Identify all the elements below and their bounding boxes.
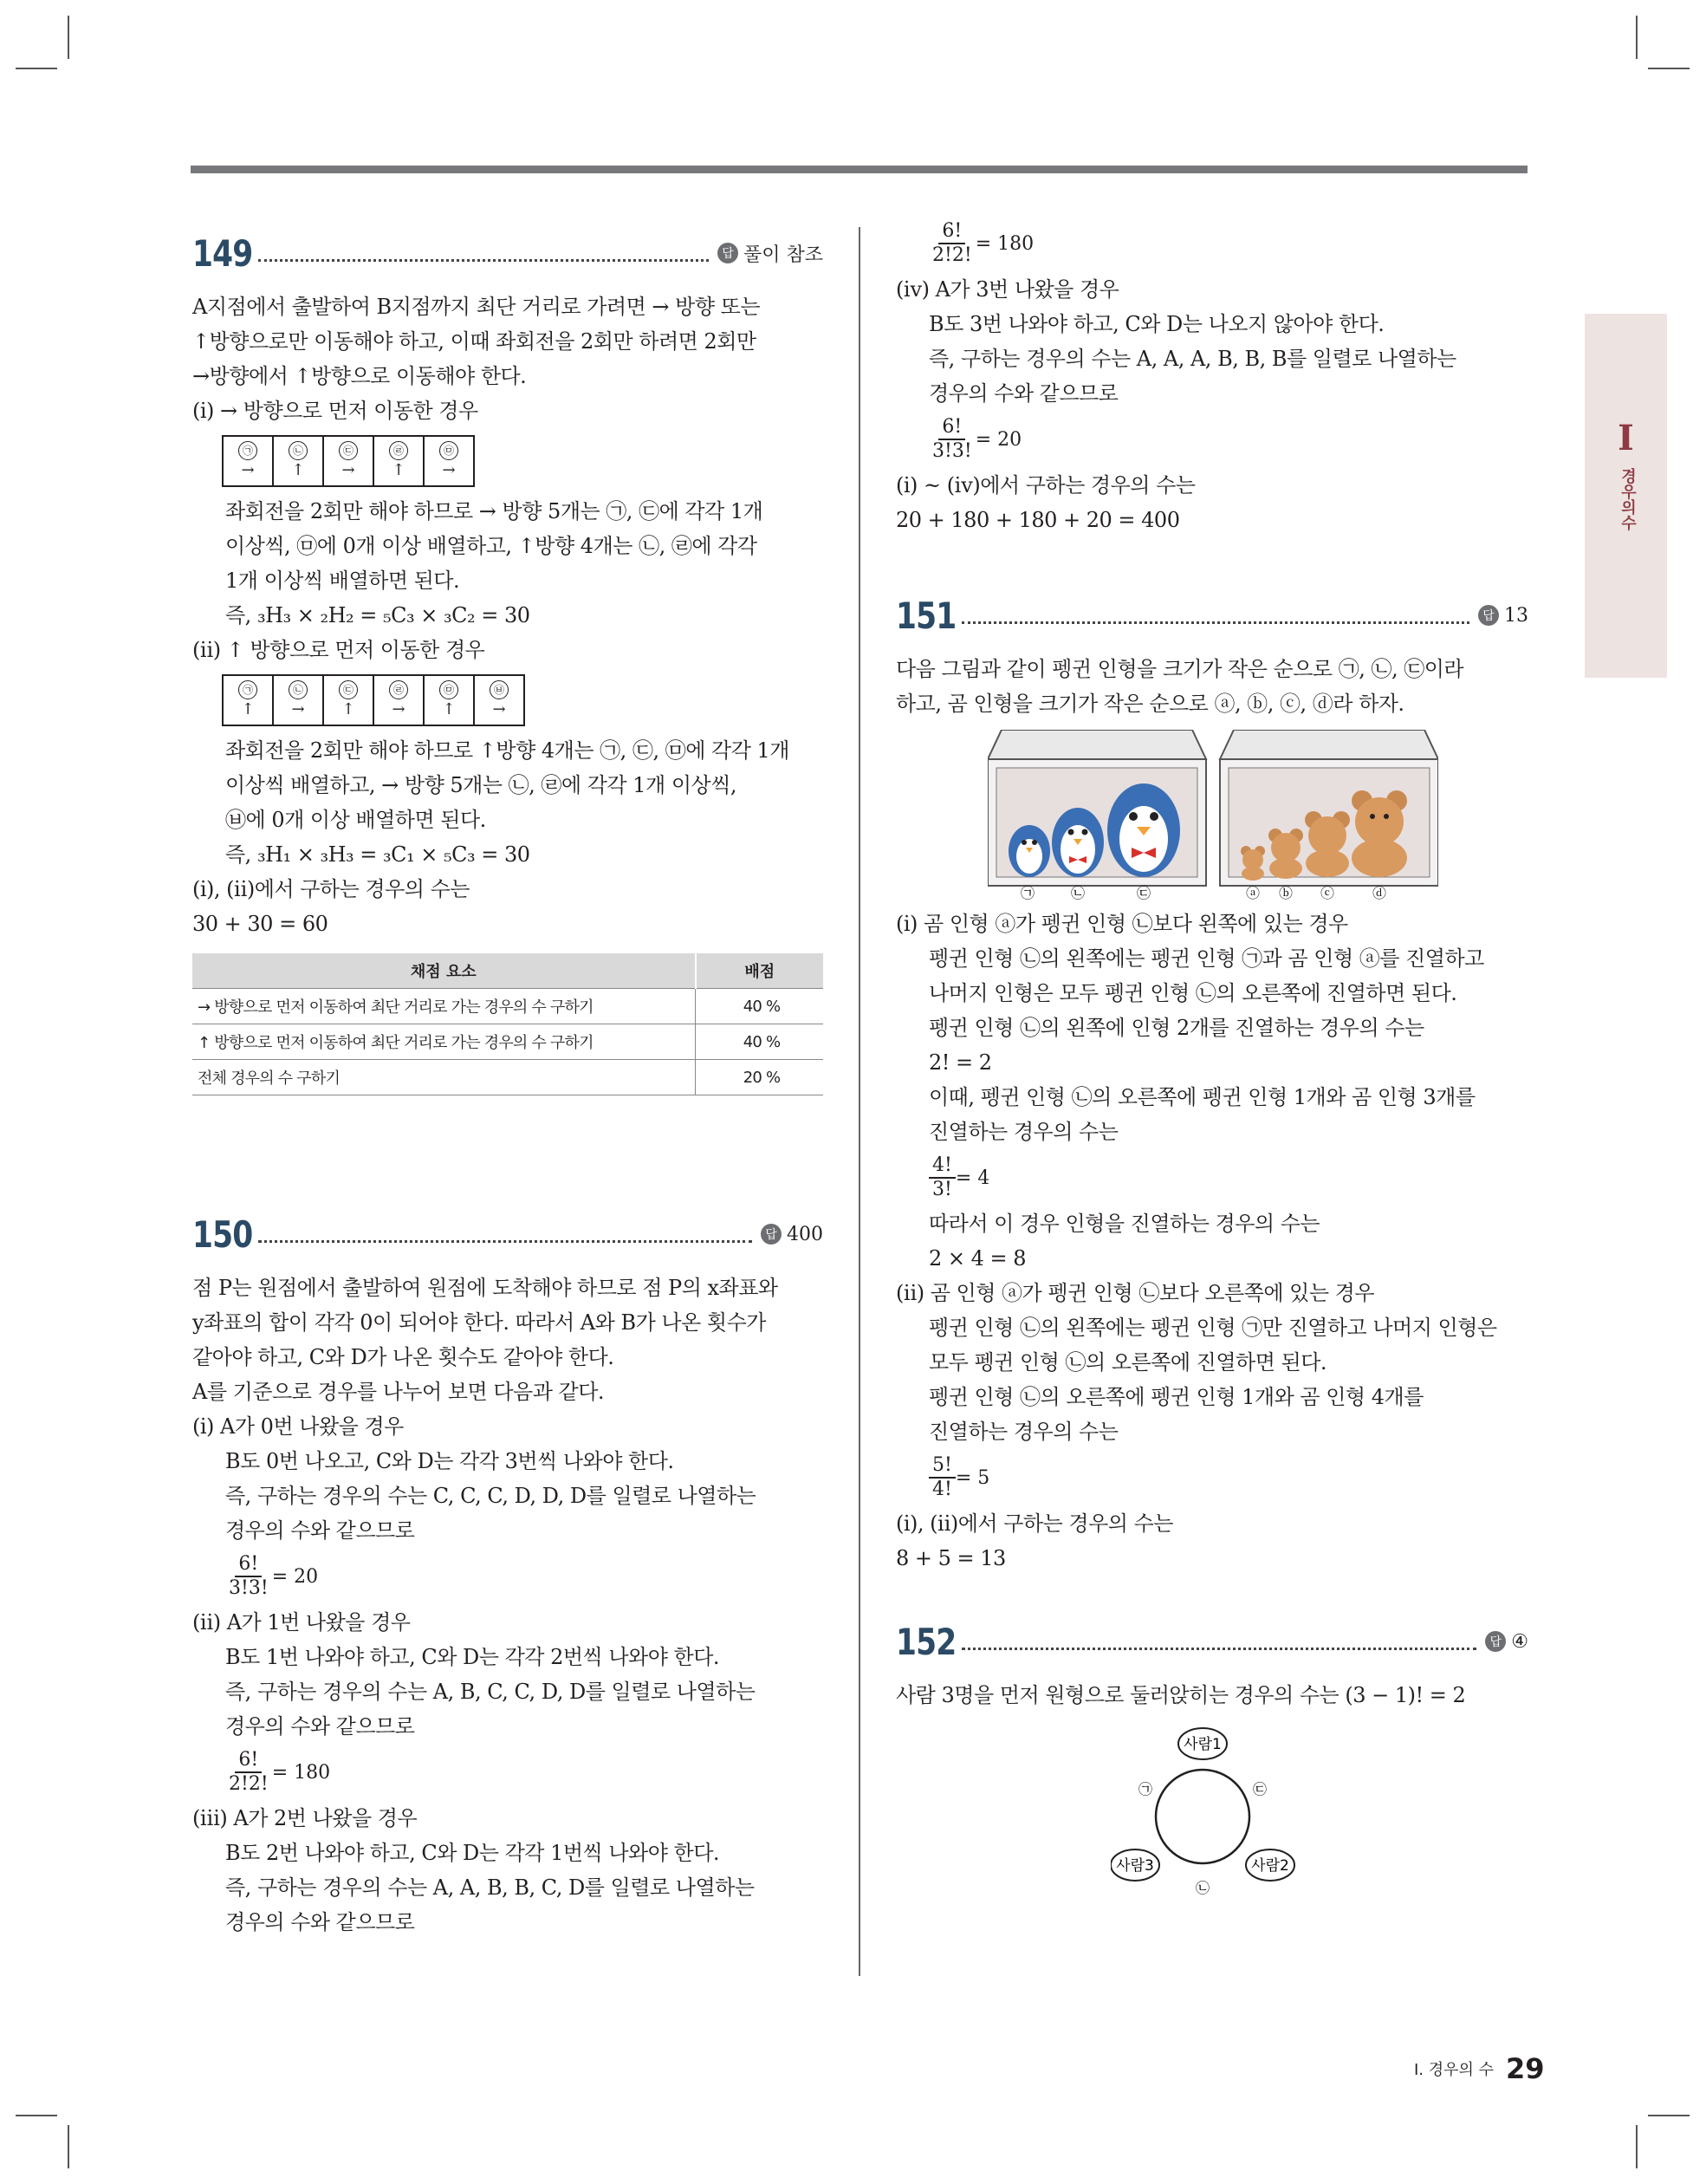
answer-badge-icon: 답 [1478,605,1499,626]
case-heading: (ⅱ) A가 1번 나왔을 경우 [192,1610,411,1635]
formula-line: 2 × 4 = 8 [929,1246,1027,1271]
dotted-leader [962,621,1469,624]
answer-label [1485,1631,1528,1653]
gap-label: ㉡ [1195,1880,1210,1896]
arrow-table-1 [222,435,475,487]
arrow-icon: ↑ [341,700,355,718]
denominator: 3!3! [229,1577,269,1599]
text-line: 펭귄 인형 ㉡의 오른쪽에 펭귄 인형 1개와 곰 인형 4개를 [929,1385,1424,1409]
arrow-cell [224,437,274,485]
arrow-cell [324,437,374,485]
fraction [929,1154,956,1201]
penguin-large [1107,783,1180,877]
person-label: 사람3 [1116,1857,1154,1875]
text-line: 다음 그림과 같이 펭귄 인형을 크기가 작은 순으로 ㉠, ㉡, ㉢이라 [896,657,1464,681]
case-heading: (ⅳ) A가 3번 나왔을 경우 [896,277,1119,302]
numerator: 6! [938,220,965,244]
arrow-cell [374,676,425,725]
problem-header [192,227,823,279]
arrow-cell [374,437,425,485]
bear-label: ⓑ [1278,885,1294,900]
table-cell: → 방향으로 먼저 이동하여 최단 거리로 가는 경우의 수 구하기 [192,989,696,1024]
chapter-roman-numeral: I [1618,418,1634,458]
person-3 [1111,1849,1159,1881]
text-line: 즉, 구하는 경우의 수는 A, A, A, B, B, B를 일렬로 나열하는 [929,347,1456,371]
text-line: 좌회전을 2회만 해야 하므로 → 방향 5개는 ㉠, ㉢에 각각 1개 [225,499,763,523]
text-line: ㉥에 0개 이상 배열하면 된다. [225,808,486,832]
denominator: 2!2! [932,244,972,266]
table-header-row [192,953,823,989]
fraction-result: = 20 [975,428,1022,451]
dotted-leader [258,1240,752,1243]
text-line: 즉, 구하는 경우의 수는 A, A, B, B, C, D를 일렬로 나열하는 [225,1875,755,1900]
text-line: →방향에서 ↑방향으로 이동해야 한다. [192,364,527,388]
case-heading: (ⅰ) → 방향으로 먼저 이동한 경우 [192,399,478,423]
arrow-cell [425,437,473,485]
fraction [929,220,976,267]
answer-text: 풀이 참조 [743,244,823,266]
fraction [929,1454,956,1501]
answer-text: 400 [787,1223,823,1245]
text-line: 경우의 수와 같으므로 [225,1910,415,1934]
bear-label: ⓐ [1245,885,1261,900]
text-line: 즉, 구하는 경우의 수는 C, C, C, D, D, D를 일렬로 나열하는 [225,1484,756,1508]
arrow-icon: → [241,461,255,479]
problem-header [896,1615,1528,1667]
text-line: A를 기준으로 경우를 나누어 보면 다음과 같다. [192,1380,605,1404]
cell-label: ㉠ [238,680,257,699]
penguin-label: ㉡ [1070,885,1086,900]
text-line: 이때, 펭귄 인형 ㉡의 오른쪽에 펭귄 인형 1개와 곰 인형 3개를 [929,1085,1476,1109]
arrow-icon: → [442,461,456,479]
fraction [929,416,976,463]
fraction-result: = 4 [955,1167,990,1189]
arrow-icon: → [291,700,305,718]
case-heading: (ⅲ) A가 2번 나왔을 경우 [192,1806,418,1830]
penguin-medium [1052,808,1104,877]
table-row [192,989,823,1024]
text-line: B도 1번 나와야 하고, C와 D는 각각 2번씩 나와야 한다. [225,1645,720,1669]
answer-badge-icon: 답 [1485,1631,1506,1652]
text-line: B도 2번 나와야 하고, C와 D는 각각 1번씩 나와야 한다. [225,1841,720,1865]
table-cell: 20 % [696,1060,824,1095]
arrow-icon: ↑ [392,461,405,479]
arrow-icon: ↑ [241,700,255,718]
crop-mark [68,2125,69,2168]
cell-label: ㉤ [439,441,458,460]
problem-number: 152 [896,1620,957,1663]
cell-label: ㉣ [389,680,408,699]
formula-line: 8 + 5 = 13 [896,1546,1006,1570]
cell-label: ㉢ [339,441,358,460]
arrow-icon: → [341,461,355,479]
chapter-title-vertical: 경우의수 [1618,468,1637,530]
table-cell: 전체 경우의 수 구하기 [192,1060,696,1095]
text-line: ↑방향으로만 이동해야 하고, 이때 좌회전을 2회만 하려면 2회만 [192,329,756,354]
fraction-formula [192,1548,823,1605]
numerator: 6! [235,1749,262,1773]
answer-badge-icon: 답 [717,243,738,263]
text-line: 진열하는 경우의 수는 [929,1420,1119,1444]
answer-text: ④ [1511,1630,1528,1653]
text-line: 점 P는 원점에서 출발하여 원점에 도착해야 하므로 점 P의 x좌표와 [192,1276,778,1300]
arrow-cell [324,676,374,725]
arrow-icon: ↑ [442,700,456,718]
fraction-result: = 20 [271,1565,319,1588]
dotted-leader [962,1648,1476,1650]
text-line: 모두 펭귄 인형 ㉡의 오른쪽에 진열하면 된다. [929,1350,1327,1375]
text-line: A지점에서 출발하여 B지점까지 최단 거리로 가려면 → 방향 또는 [192,295,761,319]
arrow-icon: ↑ [291,461,305,479]
circle-seating-diagram [1111,1723,1528,1900]
chapter-side-tab [1585,314,1667,678]
footer-chapter: I. 경우의 수 [1414,2061,1495,2079]
bear-label: ⓓ [1372,885,1387,900]
bear-a [1241,846,1265,881]
fraction-formula [896,1449,1528,1506]
numerator: 6! [938,416,965,440]
cell-label: ㉡ [289,441,308,460]
text-line: 같아야 하고, C와 D가 나온 횟수도 같아야 한다. [192,1345,614,1369]
doll-figure [988,730,1528,903]
bear-b [1268,829,1303,879]
bear-box [1220,730,1438,900]
top-rule [191,166,1528,173]
penguin-label: ㉠ [1020,885,1035,900]
crop-mark [68,16,69,59]
crop-mark [1636,2125,1638,2168]
gap-label: ㉠ [1138,1781,1153,1797]
text-line: 펭귄 인형 ㉡의 왼쪽에 인형 2개를 진열하는 경우의 수는 [929,1016,1424,1040]
text-line: 이상씩 배열하고, → 방향 5개는 ㉡, ㉣에 각각 1개 이상씩, [225,773,737,797]
text-line: 하고, 곰 인형을 크기가 작은 순으로 ⓐ, ⓑ, ⓒ, ⓓ라 하자. [896,692,1404,716]
text-line: 나머지 인형은 모두 펭귄 인형 ㉡의 오른쪽에 진열하면 된다. [929,981,1457,1005]
numerator: 5! [929,1454,956,1479]
crop-mark [1636,16,1638,59]
cell-label: ㉥ [490,680,509,699]
doll-shelves-illustration [988,730,1438,900]
problem-151 [896,589,1528,1576]
person-2 [1246,1849,1294,1881]
formula-line: 즉, ₃H₃ × ₂H₂ = ₅C₃ × ₃C₂ = 30 [225,603,530,627]
arrow-table-2 [222,674,525,726]
fraction [225,1749,272,1796]
table-cell: ↑ 방향으로 먼저 이동하여 최단 거리로 가는 경우의 수 구하기 [192,1024,696,1060]
table-header: 채점 요소 [192,953,696,989]
arrow-icon: → [392,700,405,718]
formula-line: 2! = 2 [929,1050,992,1075]
person-label: 사람2 [1251,1857,1289,1875]
crop-mark [16,2115,57,2116]
answer-label [1478,605,1528,627]
fraction [225,1553,272,1600]
round-table [1156,1770,1249,1863]
fraction-result: = 180 [271,1761,331,1784]
scoring-table [192,953,823,1095]
fraction-formula [896,1149,1528,1206]
page-footer [1414,2052,1545,2085]
text-line: 진열하는 경우의 수는 [929,1120,1119,1144]
gap-label: ㉢ [1252,1781,1268,1797]
text-line: 따라서 이 경우 인형을 진열하는 경우의 수는 [929,1212,1320,1236]
bear-c [1305,811,1350,877]
dotted-leader [258,259,709,262]
person-label: 사람1 [1184,1736,1222,1753]
text-line: 즉, 구하는 경우의 수는 A, B, C, C, D, D를 일렬로 나열하는 [225,1680,756,1704]
problem-number: 150 [192,1212,253,1256]
cell-label: ㉡ [289,680,308,699]
answer-text: 13 [1504,604,1528,627]
answer-badge-icon: 답 [761,1224,782,1245]
right-column [896,220,1528,1900]
text-line: B도 3번 나와야 하고, C와 D는 나오지 않아야 한다. [929,312,1385,336]
arrow-cell [274,676,324,725]
text-line: 경우의 수와 같으므로 [225,1518,415,1543]
arrow-cell [224,676,274,725]
cell-label: ㉣ [389,441,408,460]
text-line: (ⅰ), (ⅱ)에서 구하는 경우의 수는 [896,1511,1173,1536]
table-row [192,1060,823,1095]
arrow-icon: → [492,700,506,718]
denominator: 3!3! [932,440,972,462]
answer-label [717,240,823,267]
answer-label [761,1224,823,1245]
case-heading: (ⅱ) 곰 인형 ⓐ가 펭귄 인형 ㉡보다 오른쪽에 있는 경우 [896,1281,1375,1305]
problem-header [896,589,1528,641]
text-line: 펭귄 인형 ㉡의 왼쪽에는 펭귄 인형 ㉠과 곰 인형 ⓐ를 진열하고 [929,946,1484,971]
denominator: 4! [932,1479,952,1500]
problem-152 [896,1615,1528,1900]
cell-label: ㉠ [238,441,257,460]
table-cell: 40 % [696,1024,824,1060]
problem-149 [192,227,823,1095]
arrow-cell [475,676,523,725]
formula-line: 즉, ₃H₁ × ₃H₃ = ₃C₁ × ₅C₃ = 30 [225,842,530,867]
table-cell: 40 % [696,989,824,1024]
text-line: y좌표의 합이 각각 0이 되어야 한다. 따라서 A와 B가 나온 횟수가 [192,1310,766,1335]
crop-mark [1648,2115,1690,2116]
fraction-formula [896,411,1528,468]
cell-label: ㉢ [339,680,358,699]
text-line: 좌회전을 2회만 해야 하므로 ↑방향 4개는 ㉠, ㉢, ㉤에 각각 1개 [225,738,789,763]
fraction-result: = 180 [975,232,1035,255]
fraction-formula [192,1744,823,1801]
text-line: B도 0번 나오고, C와 D는 각각 3번씩 나와야 한다. [225,1449,674,1473]
denominator: 3! [932,1179,952,1200]
page-number: 29 [1506,2052,1545,2085]
text-line: (ⅰ) ~ (ⅳ)에서 구하는 경우의 수는 [896,473,1196,497]
case-heading: (ⅱ) ↑ 방향으로 먼저 이동한 경우 [192,638,485,662]
formula-line: 20 + 180 + 180 + 20 = 400 [896,508,1180,532]
text-line: 사람 3명을 먼저 원형으로 둘러앉히는 경우의 수는 (3 − 1)! = 2 [896,1683,1466,1707]
text-line: 경우의 수와 같으므로 [225,1714,415,1739]
fraction-result: = 5 [955,1466,990,1489]
fraction-formula [896,215,1528,272]
penguin-box [988,730,1206,900]
penguin-label: ㉢ [1136,885,1151,900]
crop-mark [1648,68,1690,69]
numerator: 4! [929,1154,956,1179]
bear-d [1352,790,1407,877]
formula-line: 30 + 30 = 60 [192,912,328,936]
numerator: 6! [235,1553,262,1577]
table-row [192,1024,823,1060]
problem-150 [192,1208,823,1940]
arrow-cell [274,437,324,485]
cell-label: ㉤ [439,680,458,699]
text-line: (ⅰ), (ⅱ)에서 구하는 경우의 수는 [192,877,470,901]
text-line: 이상씩, ㉤에 0개 이상 배열하고, ↑방향 4개는 ㉡, ㉣에 각각 [225,534,757,558]
arrow-cell [425,676,475,725]
case-heading: (ⅰ) A가 0번 나왔을 경우 [192,1414,404,1439]
table-header: 배점 [696,953,824,989]
problem-header [192,1208,823,1260]
seating-circle-svg [1111,1723,1310,1896]
bear-label: ⓒ [1320,885,1335,900]
text-line: 펭귄 인형 ㉡의 왼쪽에는 펭귄 인형 ㉠만 진열하고 나머지 인형은 [929,1316,1497,1340]
penguin-small [1009,825,1050,877]
problem-number: 151 [896,594,957,637]
left-column [192,227,823,1940]
problem-number: 149 [192,231,253,275]
text-line: 1개 이상씩 배열하면 된다. [225,569,460,593]
column-divider [859,227,860,1976]
person-1 [1178,1728,1227,1759]
case-heading: (ⅰ) 곰 인형 ⓐ가 펭귄 인형 ㉡보다 왼쪽에 있는 경우 [896,912,1348,936]
crop-mark [16,68,57,69]
denominator: 2!2! [229,1773,269,1795]
text-line: 경우의 수와 같으므로 [929,381,1119,406]
